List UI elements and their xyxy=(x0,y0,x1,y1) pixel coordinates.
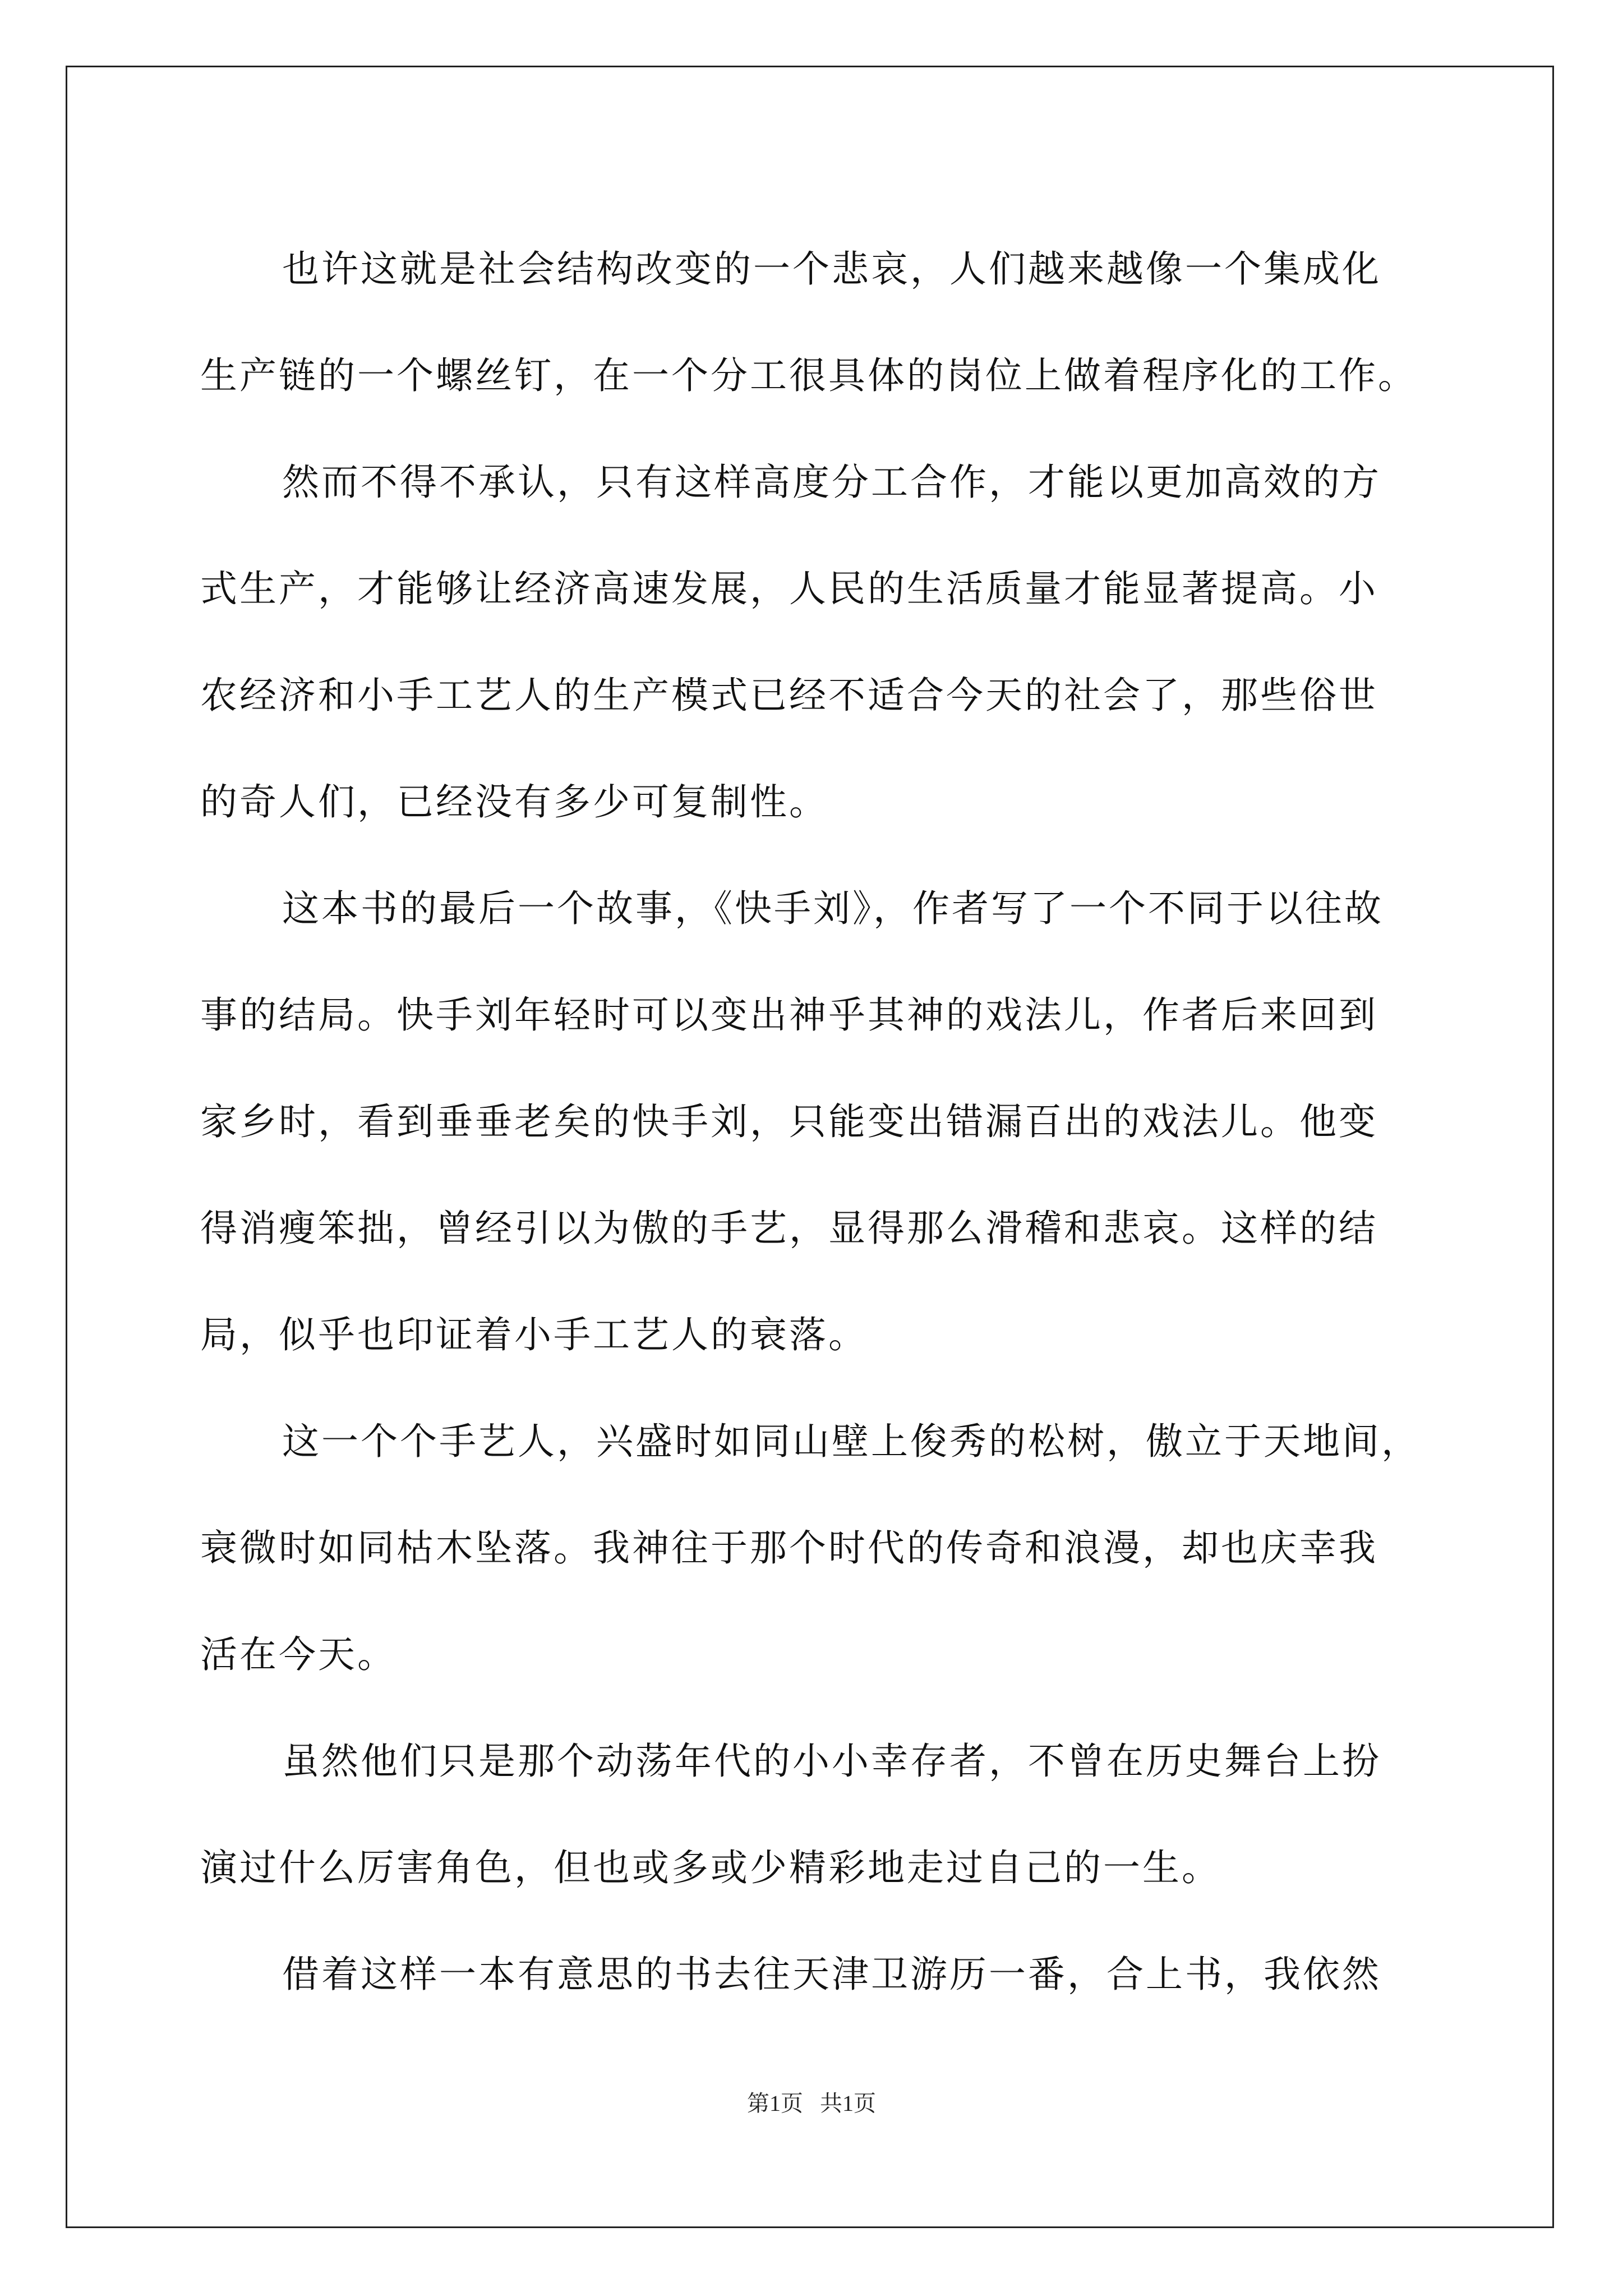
text-line: 衰微时如同枯木坠落。我神往于那个时代的传奇和浪漫，却也庆幸我 xyxy=(200,1526,1378,1570)
text-line: 家乡时，看到垂垂老矣的快手刘，只能变出错漏百出的戏法儿。他变 xyxy=(200,1100,1378,1143)
text-line: 这本书的最后一个故事，《快手刘》，作者写了一个不同于以往故 xyxy=(282,887,1384,930)
text-line: 活在今天。 xyxy=(200,1633,396,1676)
document-body xyxy=(200,216,1423,2028)
page-number-footer: 第1页 共1页 xyxy=(747,2091,876,2116)
text-line: 事的结局。快手刘年轻时可以变出神乎其神的戏法儿，作者后来回到 xyxy=(200,993,1378,1037)
text-line: 生产链的一个螺丝钉，在一个分工很具体的岗位上做着程序化的工作。 xyxy=(200,354,1417,397)
text-line: 也许这就是社会结构改变的一个悲哀，人们越来越像一个集成化 xyxy=(282,247,1381,291)
text-line: 的奇人们，已经没有多少可复制性。 xyxy=(200,780,828,823)
text-line: 式生产，才能够让经济高速发展，人民的生活质量才能显著提高。小 xyxy=(200,567,1378,610)
text-line: 这一个个手艺人，兴盛时如同山壁上俊秀的松树，傲立于天地间， xyxy=(282,1420,1421,1463)
text-line: 局，似乎也印证着小手工艺人的衰落。 xyxy=(200,1313,868,1356)
text-line: 然而不得不承认，只有这样高度分工合作，才能以更加高效的方 xyxy=(282,461,1381,504)
text-line: 借着这样一本有意思的书去往天津卫游历一番，合上书，我依然 xyxy=(282,1953,1381,1996)
text-line: 得消瘦笨拙，曾经引以为傲的手艺，显得那么滑稽和悲哀。这样的结 xyxy=(200,1207,1378,1250)
text-line: 农经济和小手工艺人的生产模式已经不适合今天的社会了，那些俗世 xyxy=(200,674,1378,717)
text-line: 演过什么厉害角色，但也或多或少精彩地走过自己的一生。 xyxy=(200,1846,1221,1889)
text-line: 虽然他们只是那个动荡年代的小小幸存者，不曾在历史舞台上扮 xyxy=(282,1740,1381,1783)
